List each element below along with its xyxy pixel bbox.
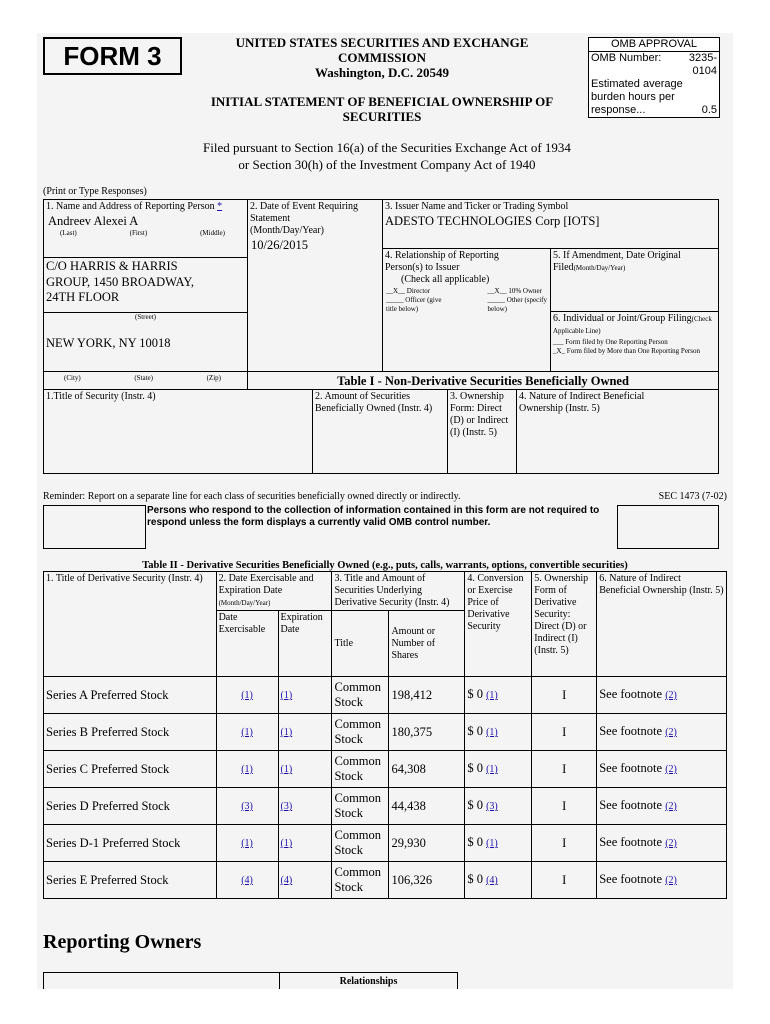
agency-line: UNITED STATES SECURITIES AND EXCHANGE (235, 35, 529, 50)
table-row (44, 862, 727, 899)
date-exercisable-cell (216, 788, 278, 825)
conversion-price-cell (465, 714, 532, 751)
box2-label: (Month/Day/Year) (250, 225, 324, 236)
derivative-security: Series A Preferred Stock (44, 677, 217, 714)
header-ownership-form: 5. Ownership Form of Derivative Security: Direct (D) or Indirect (I) (Instr. 5) (532, 572, 597, 677)
filed-line: Filed pursuant to Section 16(a) of the Securities Exchange Act of 1934 (203, 140, 571, 155)
underlying-title: Common Stock (332, 751, 389, 788)
footnote-link[interactable]: (4) (280, 875, 293, 886)
expiration-cell (278, 714, 332, 751)
nature-text: See footnote (599, 798, 663, 812)
zip-label: (Zip) (206, 374, 221, 382)
footnote-link[interactable]: (1) (280, 838, 293, 849)
header-text: 2. Date Exercisable and Expiration Date (218, 573, 314, 596)
derivative-security: Series E Preferred Stock (44, 862, 217, 899)
table1-col4 (516, 389, 719, 474)
event-date: 10/26/2015 (251, 238, 308, 252)
footnote-link[interactable]: (1) (486, 690, 498, 701)
first-label: (First) (129, 229, 148, 237)
ownership-form: I (532, 825, 597, 862)
notice-right-box (617, 505, 719, 549)
box5-sub: (Month/Day/Year) (573, 264, 626, 272)
footnote-link[interactable]: (3) (280, 801, 293, 812)
box6-sub: (Check Applicable Line) (553, 315, 712, 335)
omb-number-value: 3235-0104 (688, 52, 717, 77)
underlying-title: Common Stock (332, 788, 389, 825)
box3-issuer (382, 199, 719, 249)
box1-street (43, 257, 248, 313)
table1-header: 3. Ownership Form: Direct (D) or Indirect (I) (Instr. 5) (450, 391, 509, 438)
conversion-price-cell (465, 862, 532, 899)
ownership-form: I (532, 862, 597, 899)
underlying-title: Common Stock (332, 714, 389, 751)
underlying-amount: 198,412 (389, 677, 465, 714)
reminder-text: Reminder: Report on a separate line for each class of securities beneficially owned directly or indirectly. (43, 491, 461, 502)
director-check: __X__ Director (386, 287, 431, 295)
middle-label: (Middle) (200, 229, 225, 237)
issuer-name: ADESTO TECHNOLOGIES Corp [IOTS] (385, 214, 600, 228)
footnote-link[interactable]: (4) (241, 875, 253, 886)
nature-text: See footnote (599, 761, 663, 775)
officer-check: _____ Officer (give (386, 296, 442, 304)
nature-text: See footnote (599, 687, 663, 701)
header-conversion: 4. Conversion or Exercise Price of Derivative Security (465, 572, 532, 677)
nature-cell (597, 825, 727, 862)
city-label: (City) (64, 374, 81, 382)
statement-title: SECURITIES (342, 109, 422, 124)
date-exercisable-cell (216, 825, 278, 862)
footnote-link[interactable]: (1) (241, 838, 253, 849)
date-exercisable-cell (216, 714, 278, 751)
underlying-amount: 29,930 (389, 825, 465, 862)
footnote-link[interactable]: * (217, 201, 223, 212)
conversion-price: $ 0 (467, 687, 483, 701)
header-title-derivative: 1. Title of Derivative Security (Instr. 4) (44, 572, 217, 677)
agency-line: COMMISSION (337, 50, 427, 65)
box4-label: Person(s) to Issuer (385, 262, 460, 273)
footnote-link[interactable]: (2) (665, 875, 677, 886)
footnote-link[interactable]: (1) (280, 727, 293, 738)
underlying-amount: 44,438 (389, 788, 465, 825)
footnote-link[interactable]: (1) (241, 727, 253, 738)
underlying-title: Common Stock (332, 825, 389, 862)
derivative-security: Series C Preferred Stock (44, 751, 217, 788)
table-row (44, 677, 727, 714)
derivative-security: Series D-1 Preferred Stock (44, 825, 217, 862)
omb-title: OMB APPROVAL (589, 38, 719, 52)
box2-label: Statement (250, 213, 290, 224)
expiration-cell (278, 751, 332, 788)
nature-cell (597, 751, 727, 788)
statement-title: INITIAL STATEMENT OF BENEFICIAL OWNERSHIP OF (210, 94, 554, 109)
footnote-link[interactable]: (2) (665, 801, 677, 812)
header-sub: (Month/Day/Year) (218, 599, 271, 607)
date-exercisable-cell (216, 677, 278, 714)
relationships-header: Relationships (279, 972, 458, 989)
nature-text: See footnote (599, 835, 663, 849)
filed-pursuant (137, 139, 637, 173)
subheader-expiration: Expiration Date (278, 611, 332, 677)
conversion-price: $ 0 (467, 761, 483, 775)
expiration-cell (278, 677, 332, 714)
ownership-form: I (532, 788, 597, 825)
footnote-link[interactable]: (1) (486, 838, 498, 849)
footnote-link[interactable]: (2) (665, 690, 677, 701)
subheader-date-exercisable: Date Exercisable (216, 611, 278, 677)
other-check: _____ Other (specify (487, 296, 547, 304)
underlying-amount: 106,326 (389, 862, 465, 899)
table1-title: Table I - Non-Derivative Securities Beneficially Owned (247, 371, 719, 390)
table-row (44, 751, 727, 788)
subheader-title: Title (332, 611, 389, 677)
footnote-link[interactable]: (2) (665, 764, 677, 775)
box2-label: 2. Date of Event Requiring (250, 201, 359, 212)
box6-filing (550, 311, 719, 372)
subheader-amount: Amount or Number of Shares (389, 611, 465, 677)
sec-code: SEC 1473 (7-02) (658, 491, 727, 502)
box1-name (43, 199, 248, 258)
city-line: NEW YORK, NY 10018 (46, 336, 171, 350)
print-note: (Print or Type Responses) (43, 186, 147, 197)
table1-col2 (312, 389, 448, 474)
table1-header: 4. Nature of Indirect Beneficial Ownership (Instr. 5) (519, 391, 645, 414)
reporting-owners-heading: Reporting Owners (43, 931, 202, 953)
nature-cell (597, 788, 727, 825)
derivative-table (43, 571, 727, 899)
form-label: FORM 3 (43, 37, 182, 75)
table-row (44, 825, 727, 862)
ownership-form: I (532, 751, 597, 788)
underlying-amount: 64,308 (389, 751, 465, 788)
reporting-person-name: Andreev Alexei A (48, 214, 139, 228)
expiration-cell (278, 825, 332, 862)
omb-approval-box (588, 37, 720, 118)
conversion-price: $ 0 (467, 724, 483, 738)
footnote-link[interactable]: (4) (486, 875, 498, 886)
conversion-price-cell (465, 825, 532, 862)
omb-notice: Persons who respond to the collection of information contained in this form are not required to respond unless the form displays a currently valid OMB control number. (147, 505, 600, 528)
underlying-title: Common Stock (332, 677, 389, 714)
officer-note: title below) (386, 305, 419, 313)
street-line: 24TH FLOOR (46, 290, 120, 304)
box3-label: 3. Issuer Name and Ticker or Trading Symbol (385, 201, 569, 212)
footnote-link[interactable]: (1) (241, 764, 253, 775)
box1-label: 1. Name and Address of Reporting Person (46, 201, 215, 212)
footnote-link[interactable]: (1) (241, 690, 253, 701)
nature-cell (597, 862, 727, 899)
omb-burden-value: 0.5 (701, 104, 717, 116)
filing-option-multi: _X_ Form filed by More than One Reporting Person (553, 347, 700, 355)
header-underlying: 3. Title and Amount of Securities Underlying Derivative Security (Instr. 4) (332, 572, 465, 611)
box1-city-labels (43, 371, 248, 390)
filing-option-one: ___ Form filed by One Reporting Person (553, 338, 668, 346)
derivative-security: Series B Preferred Stock (44, 714, 217, 751)
ownership-form: I (532, 677, 597, 714)
underlying-amount: 180,375 (389, 714, 465, 751)
table-row (44, 788, 727, 825)
box4-label: 4. Relationship of Reporting (385, 250, 499, 261)
table1-col1 (43, 389, 313, 474)
footnote-link[interactable]: (2) (665, 838, 677, 849)
footnote-link[interactable]: (1) (486, 727, 498, 738)
footnote-link[interactable]: (3) (486, 801, 498, 812)
box5-label: 5. If Amendment, Date Original Filed (553, 250, 681, 273)
header-date-exercisable (216, 572, 332, 611)
box5-amendment (550, 248, 719, 312)
nature-text: See footnote (599, 724, 663, 738)
table1-col3 (447, 389, 517, 474)
box1-city (43, 312, 248, 372)
footnote-link[interactable]: (1) (280, 764, 293, 775)
table2-title: Table II - Derivative Securities Beneficially Owned (e.g., puts, calls, warrants, options, convertible securities) (142, 560, 628, 571)
expiration-cell (278, 788, 332, 825)
box4-relationship (382, 248, 551, 372)
notice-left-box (43, 505, 146, 549)
table1-header: 2. Amount of Securities Beneficially Owned (Instr. 4) (315, 391, 433, 414)
nature-text: See footnote (599, 872, 663, 886)
street-line: GROUP, 1450 BROADWAY, (46, 275, 194, 289)
date-exercisable-cell (216, 862, 278, 899)
table1-header: 1.Title of Security (Instr. 4) (46, 391, 156, 402)
agency-line: Washington, D.C. 20549 (315, 65, 449, 80)
nature-cell (597, 677, 727, 714)
nature-cell (597, 714, 727, 751)
conversion-price-cell (465, 751, 532, 788)
footnote-link[interactable]: (2) (665, 727, 677, 738)
footnote-link[interactable]: (3) (241, 801, 253, 812)
conversion-price: $ 0 (467, 872, 483, 886)
footnote-link[interactable]: (1) (280, 690, 293, 701)
box6-label: 6. Individual or Joint/Group Filing (553, 313, 692, 324)
other-note: below) (487, 305, 507, 313)
form-page (37, 33, 733, 989)
ten-percent-owner-check: __X__ 10% Owner (487, 287, 542, 295)
header-nature: 6. Nature of Indirect Beneficial Ownership (Instr. 5) (597, 572, 727, 677)
conversion-price: $ 0 (467, 798, 483, 812)
derivative-security: Series D Preferred Stock (44, 788, 217, 825)
conversion-price-cell (465, 677, 532, 714)
conversion-price: $ 0 (467, 835, 483, 849)
last-label: (Last) (60, 229, 77, 237)
table-row (44, 714, 727, 751)
street-line: C/O HARRIS & HARRIS (46, 259, 178, 273)
reporting-owners-name-col (43, 972, 280, 989)
expiration-cell (278, 862, 332, 899)
conversion-price-cell (465, 788, 532, 825)
street-label: (Street) (135, 313, 156, 321)
omb-number-label: OMB Number: (591, 52, 662, 64)
omb-burden-label: Estimated average burden hours per response... (591, 78, 683, 116)
footnote-link[interactable]: (1) (486, 764, 498, 775)
underlying-title: Common Stock (332, 862, 389, 899)
date-exercisable-cell (216, 751, 278, 788)
ownership-form: I (532, 714, 597, 751)
box4-label: (Check all applicable) (401, 274, 490, 285)
agency-header (187, 35, 577, 124)
box2-event-date (247, 199, 383, 372)
state-label: (State) (134, 374, 153, 382)
filed-line: or Section 30(h) of the Investment Company Act of 1940 (238, 157, 536, 172)
